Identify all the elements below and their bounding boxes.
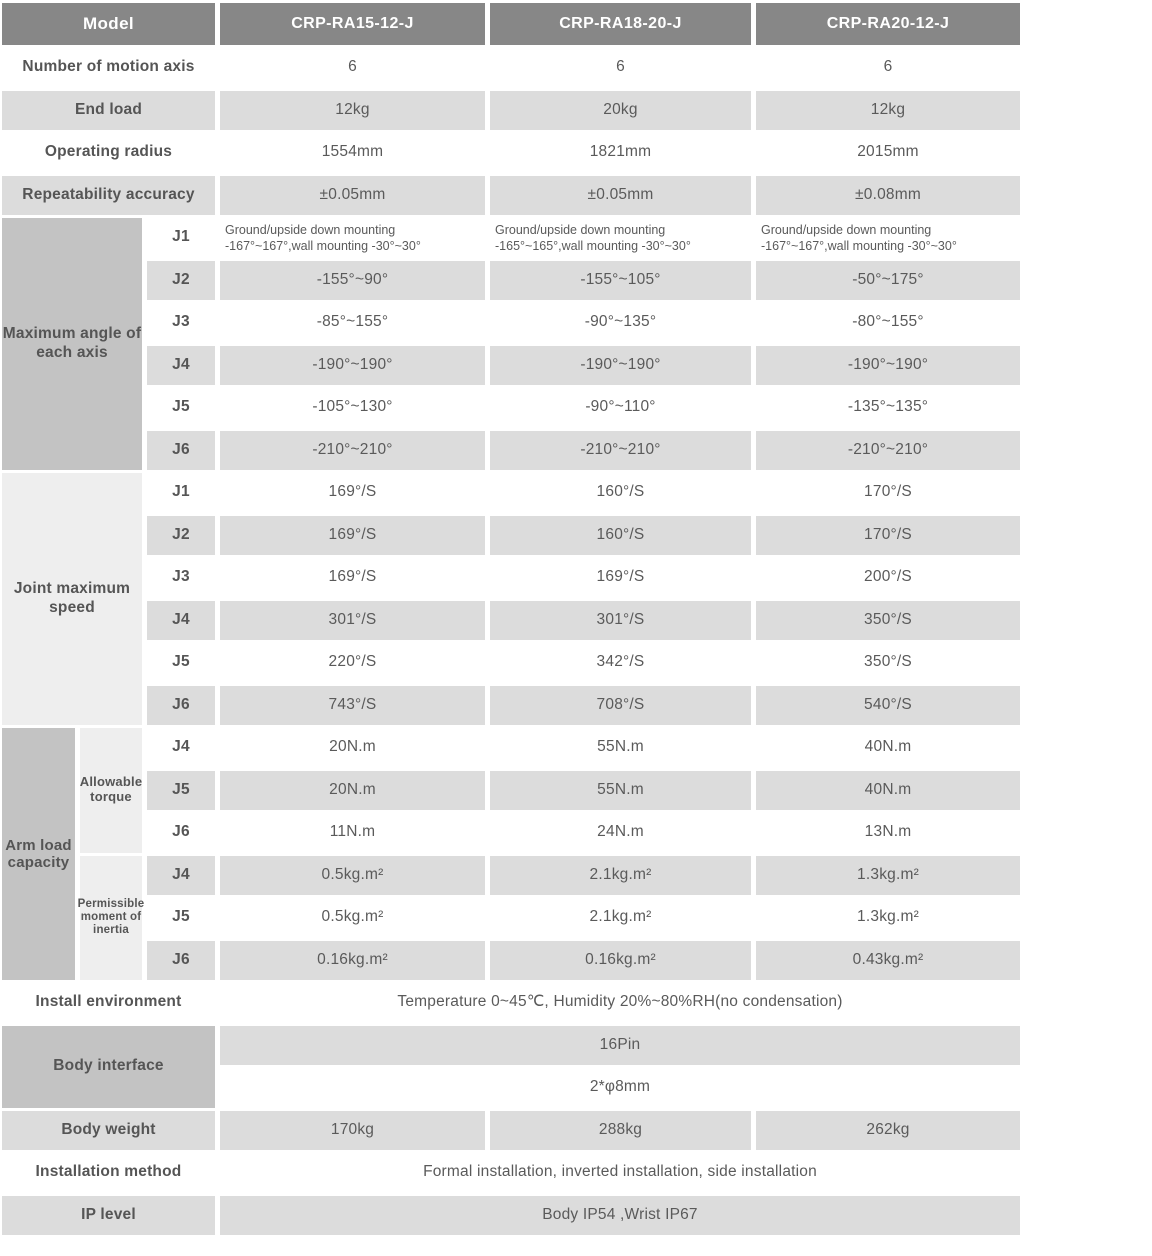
spec-value-cell: 55N.m — [490, 728, 751, 768]
group-label-arm-load: Arm load capacity — [2, 728, 75, 980]
install-environment-value: Temperature 0~45℃, Humidity 20%~80%RH(no condensation) — [220, 983, 1020, 1023]
joint-label: J6 — [147, 431, 215, 471]
spec-value-cell: 160°/S — [490, 516, 751, 556]
spec-value-cell: 1554mm — [220, 133, 485, 173]
model-name-cell: CRP-RA18-20-J — [490, 3, 751, 45]
spec-value-cell: 220°/S — [220, 643, 485, 683]
spec-value-cell: 350°/S — [756, 601, 1020, 641]
spec-value-cell: -210°~210° — [756, 431, 1020, 471]
spec-value-cell: -155°~105° — [490, 261, 751, 301]
spec-value-cell: 24N.m — [490, 813, 751, 853]
joint-label: J6 — [147, 686, 215, 726]
spec-value-cell: -85°~155° — [220, 303, 485, 343]
spec-value-cell: 160°/S — [490, 473, 751, 513]
model-header-cell: Model — [2, 3, 215, 45]
spec-value-cell: 6 — [220, 48, 485, 88]
spec-value-cell: 13N.m — [756, 813, 1020, 853]
spec-value-cell: 0.16kg.m² — [490, 941, 751, 981]
spec-value-cell: 1821mm — [490, 133, 751, 173]
joint-label: J2 — [147, 516, 215, 556]
joint-label: J6 — [147, 813, 215, 853]
row-label-end-load: End load — [2, 91, 215, 131]
spec-value-cell: -80°~155° — [756, 303, 1020, 343]
row-label-installation-method: Installation method — [2, 1153, 215, 1193]
spec-value-cell: ±0.05mm — [220, 176, 485, 216]
spec-value-cell: -210°~210° — [220, 431, 485, 471]
spec-value-cell: 20N.m — [220, 771, 485, 811]
mounting-line: Ground/upside down mounting — [761, 222, 932, 237]
body-interface-value: 16Pin — [220, 1026, 1020, 1066]
spec-value-cell: -50°~175° — [756, 261, 1020, 301]
model-name-cell: CRP-RA15-12-J — [220, 3, 485, 45]
spec-value-cell: 20kg — [490, 91, 751, 131]
joint-label: J5 — [147, 898, 215, 938]
joint-label: J6 — [147, 941, 215, 981]
spec-value-cell: 0.43kg.m² — [756, 941, 1020, 981]
installation-method-value: Formal installation, inverted installation, side installation — [220, 1153, 1020, 1193]
spec-value-cell: 6 — [756, 48, 1020, 88]
spec-value-cell: 2.1kg.m² — [490, 898, 751, 938]
spec-value-cell: 170kg — [220, 1111, 485, 1151]
spec-value-cell: ±0.05mm — [490, 176, 751, 216]
spec-value-cell: 6 — [490, 48, 751, 88]
joint-label: J5 — [147, 771, 215, 811]
robot-spec-table — [2, 3, 1020, 1235]
joint-label: J2 — [147, 261, 215, 301]
row-label-repeatability: Repeatability accuracy — [2, 176, 215, 216]
spec-value-cell — [756, 218, 1020, 258]
spec-value-cell: 200°/S — [756, 558, 1020, 598]
mounting-line: -167°~167°,wall mounting -30°~30° — [761, 238, 957, 253]
row-label-body-interface: Body interface — [2, 1026, 215, 1108]
spec-value-cell: 0.16kg.m² — [220, 941, 485, 981]
joint-label: J3 — [147, 303, 215, 343]
spec-value-cell: 1.3kg.m² — [756, 898, 1020, 938]
mounting-line: Ground/upside down mounting — [495, 222, 666, 237]
spec-value-cell: 170°/S — [756, 516, 1020, 556]
spec-value-cell: 301°/S — [490, 601, 751, 641]
spec-value-cell: 262kg — [756, 1111, 1020, 1151]
spec-value-cell: 2.1kg.m² — [490, 856, 751, 896]
joint-label: J4 — [147, 346, 215, 386]
spec-value-cell: 55N.m — [490, 771, 751, 811]
spec-value-cell: 40N.m — [756, 728, 1020, 768]
joint-label: J1 — [147, 473, 215, 513]
group-label-joint-speed: Joint maximum speed — [2, 473, 142, 725]
mounting-line: -165°~165°,wall mounting -30°~30° — [495, 238, 691, 253]
spec-value-cell: -105°~130° — [220, 388, 485, 428]
spec-value-cell: 169°/S — [490, 558, 751, 598]
row-label-operating-radius: Operating radius — [2, 133, 215, 173]
row-label-motion-axis: Number of motion axis — [2, 48, 215, 88]
spec-value-cell: 0.5kg.m² — [220, 898, 485, 938]
group-label-maximum-angle: Maximum angle of each axis — [2, 218, 142, 470]
spec-value-cell: -135°~135° — [756, 388, 1020, 428]
mounting-line: -167°~167°,wall mounting -30°~30° — [225, 238, 421, 253]
joint-label: J4 — [147, 601, 215, 641]
spec-value-cell: 350°/S — [756, 643, 1020, 683]
mounting-line: Ground/upside down mounting — [225, 222, 396, 237]
spec-value-cell: 2015mm — [756, 133, 1020, 173]
spec-value-cell: -190°~190° — [490, 346, 751, 386]
spec-value-cell: 12kg — [756, 91, 1020, 131]
model-name-cell: CRP-RA20-12-J — [756, 3, 1020, 45]
spec-value-cell: 342°/S — [490, 643, 751, 683]
row-label-body-weight: Body weight — [2, 1111, 215, 1151]
spec-value-cell: 169°/S — [220, 516, 485, 556]
spec-value-cell: 20N.m — [220, 728, 485, 768]
group-label-allowable-torque: Allowable torque — [80, 728, 142, 853]
row-label-ip-level: IP level — [2, 1196, 215, 1236]
spec-value-cell: 0.5kg.m² — [220, 856, 485, 896]
spec-value-cell: 169°/S — [220, 558, 485, 598]
spec-value-cell: 743°/S — [220, 686, 485, 726]
spec-value-cell: -90°~135° — [490, 303, 751, 343]
spec-value-cell: 1.3kg.m² — [756, 856, 1020, 896]
spec-value-cell: 540°/S — [756, 686, 1020, 726]
joint-label: J4 — [147, 728, 215, 768]
joint-label: J4 — [147, 856, 215, 896]
spec-value-cell: 11N.m — [220, 813, 485, 853]
spec-value-cell: -190°~190° — [756, 346, 1020, 386]
body-interface-value: 2*φ8mm — [220, 1068, 1020, 1108]
joint-label: J3 — [147, 558, 215, 598]
spec-value-cell: -190°~190° — [220, 346, 485, 386]
spec-value-cell — [490, 218, 751, 258]
spec-value-cell: -210°~210° — [490, 431, 751, 471]
spec-value-cell: 169°/S — [220, 473, 485, 513]
group-label-permissible-inertia: Permissible moment of inertia — [80, 856, 142, 981]
joint-label: J1 — [147, 218, 215, 258]
joint-label: J5 — [147, 643, 215, 683]
spec-value-cell: ±0.08mm — [756, 176, 1020, 216]
spec-value-cell: 170°/S — [756, 473, 1020, 513]
spec-value-cell: 12kg — [220, 91, 485, 131]
spec-value-cell — [220, 218, 485, 258]
spec-value-cell: -90°~110° — [490, 388, 751, 428]
spec-value-cell: 708°/S — [490, 686, 751, 726]
spec-value-cell: 301°/S — [220, 601, 485, 641]
joint-label: J5 — [147, 388, 215, 428]
spec-value-cell: 40N.m — [756, 771, 1020, 811]
row-label-install-environment: Install environment — [2, 983, 215, 1023]
spec-value-cell: -155°~90° — [220, 261, 485, 301]
ip-level-value: Body IP54 ,Wrist IP67 — [220, 1196, 1020, 1236]
spec-value-cell: 288kg — [490, 1111, 751, 1151]
